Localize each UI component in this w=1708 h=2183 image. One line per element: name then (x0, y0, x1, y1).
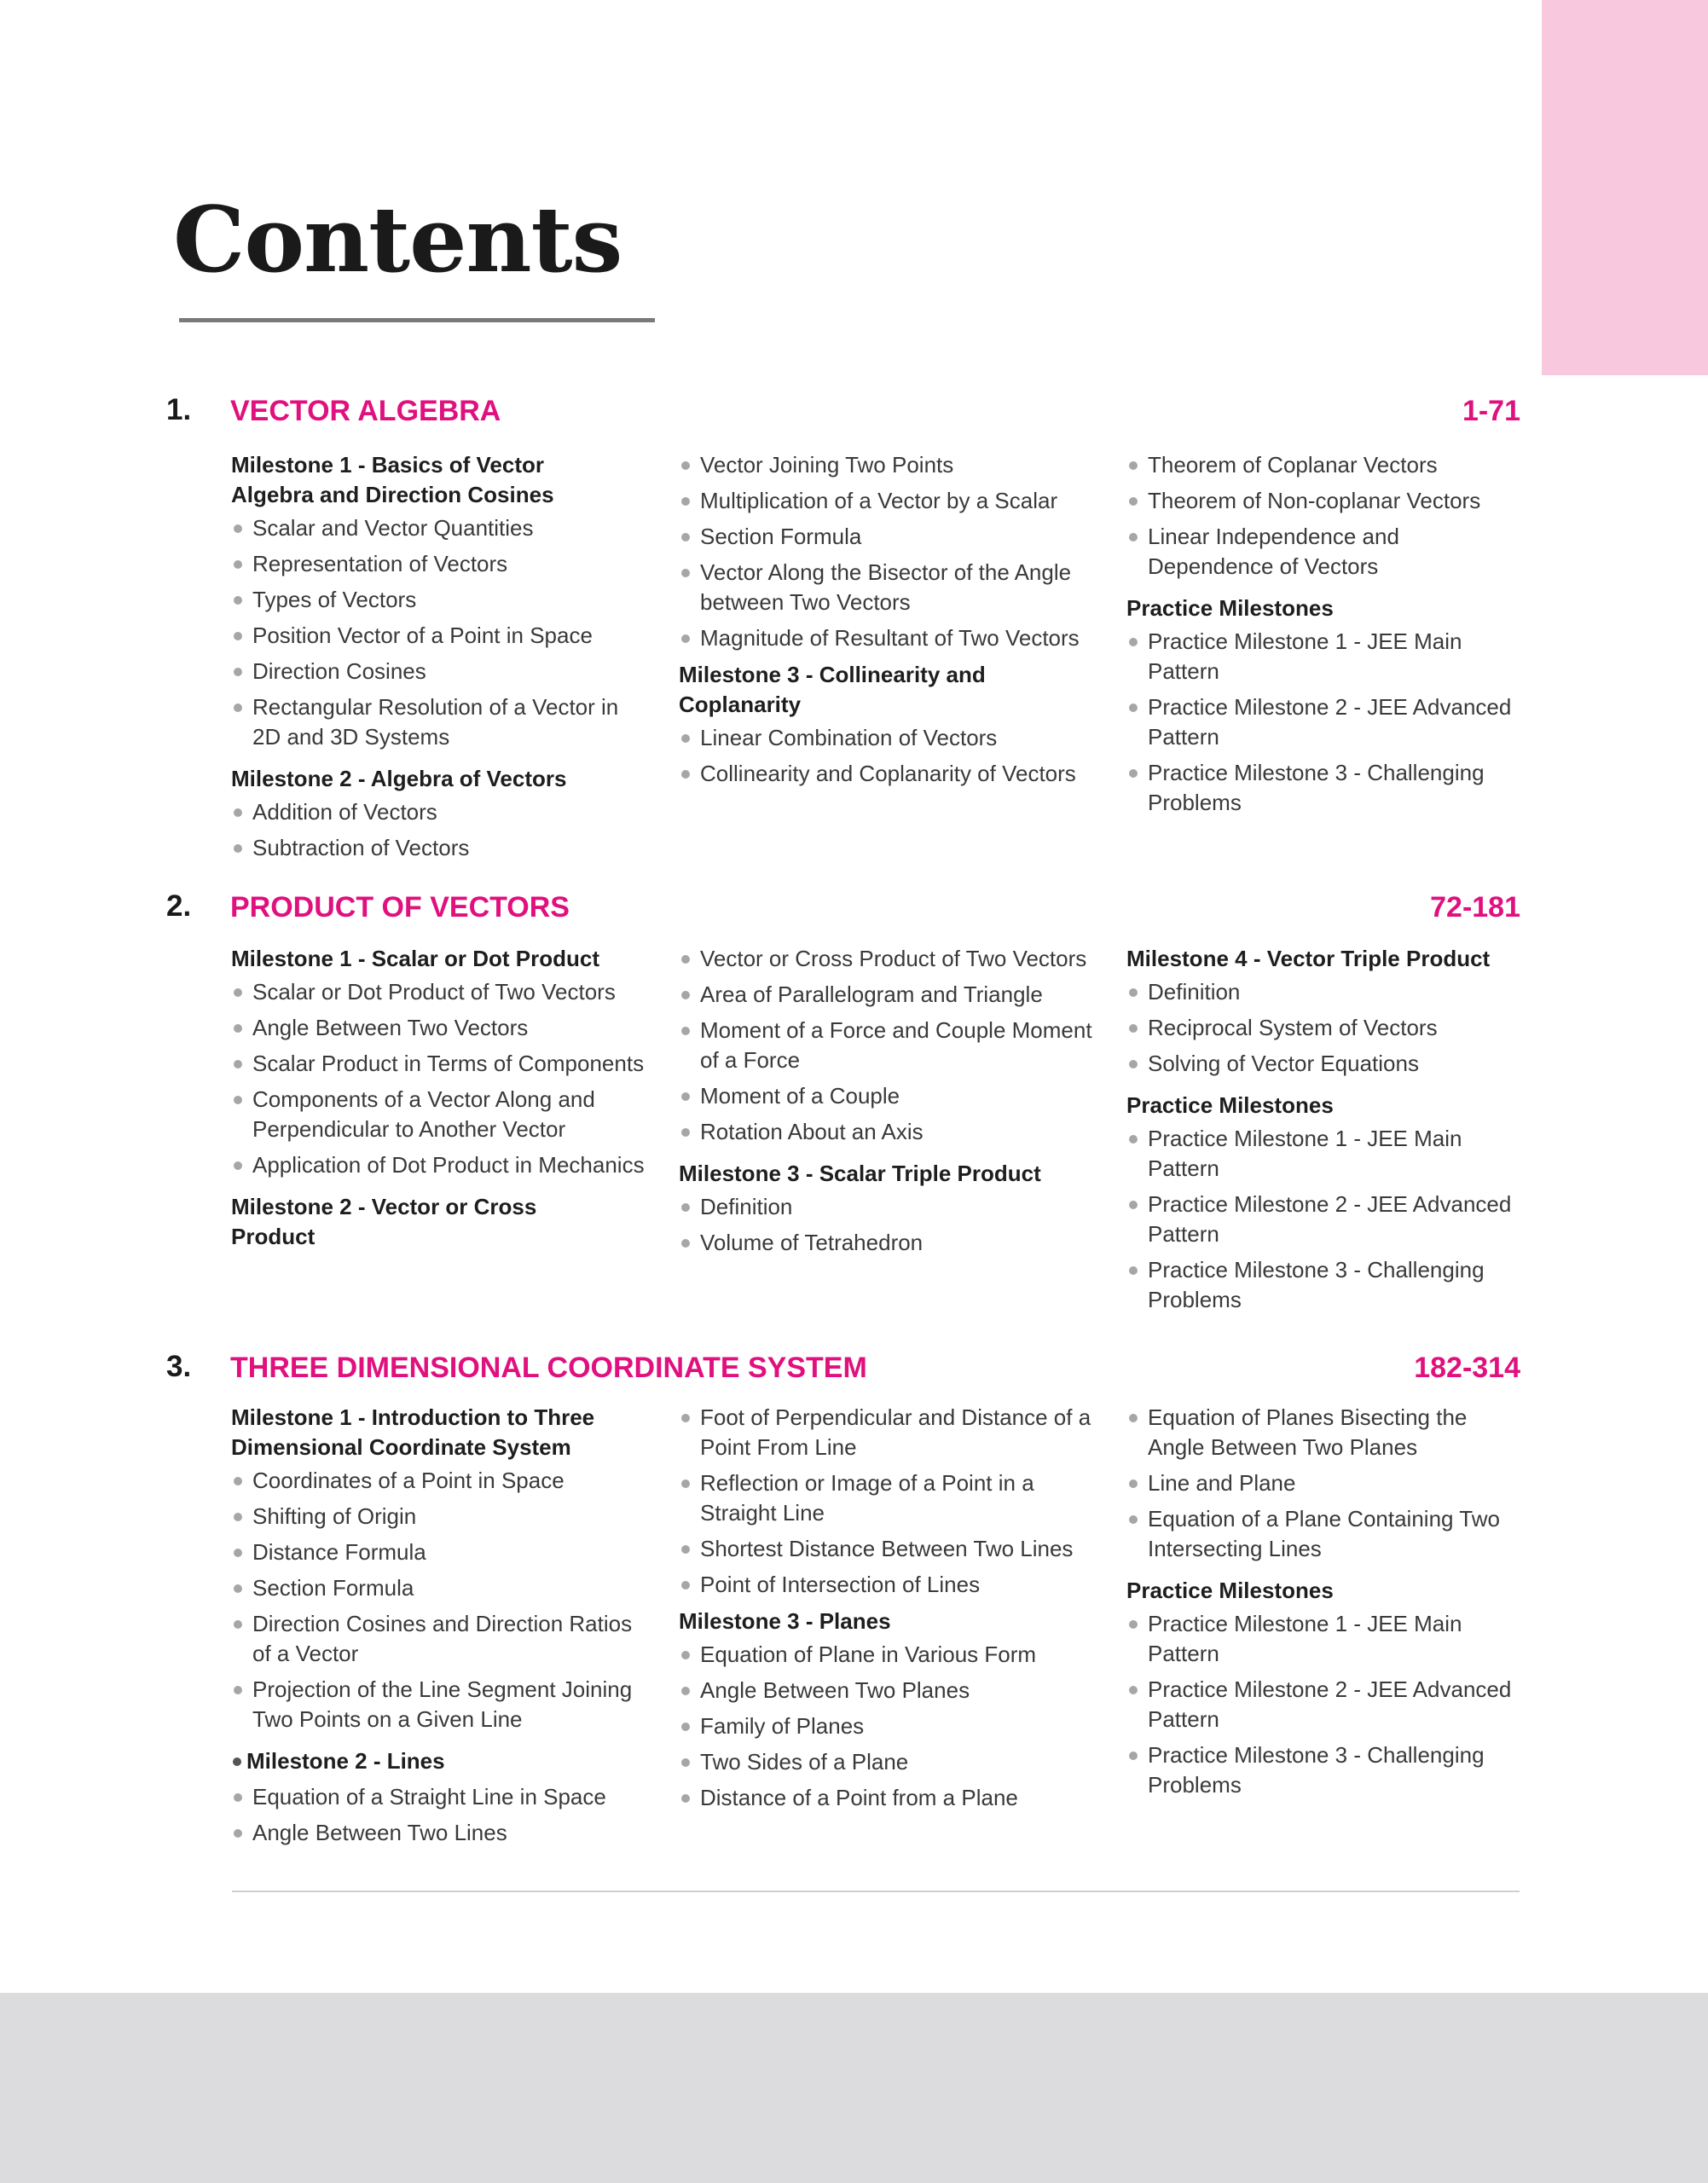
list-item[interactable]: Angle Between Two Lines (231, 1818, 649, 1848)
list-item[interactable]: Angle Between Two Vectors (231, 1013, 649, 1043)
chapter-3-column-2 (679, 1403, 1097, 1819)
list-item[interactable]: Rectangular Resolution of a Vector in 2D and 3D Systems (231, 692, 649, 752)
list-item[interactable]: Rotation About an Axis (679, 1117, 1097, 1147)
topic-list (679, 1192, 1097, 1258)
list-item[interactable]: Vector Along the Bisector of the Angle between Two Vectors (679, 558, 1097, 617)
list-item[interactable]: Position Vector of a Point in Space (231, 621, 649, 651)
topic-list (679, 723, 1097, 789)
page-title: Contents (173, 186, 622, 292)
chapter-2-column-3 (1126, 944, 1527, 1321)
list-item[interactable]: Practice Milestone 2 - JEE Advanced Pattern (1126, 692, 1527, 752)
list-item[interactable]: Shifting of Origin (231, 1502, 649, 1532)
milestone-heading[interactable]: Milestone 1 - Basics of Vector Algebra and Direction Cosines (231, 452, 554, 507)
list-item[interactable]: Family of Planes (679, 1711, 1097, 1741)
list-item[interactable]: Shortest Distance Between Two Lines (679, 1534, 1097, 1564)
title-underline (179, 318, 655, 322)
list-item[interactable]: Scalar and Vector Quantities (231, 513, 649, 543)
chapter-title[interactable]: VECTOR ALGEBRA (230, 395, 501, 427)
list-item[interactable]: Vector Joining Two Points (679, 450, 1097, 480)
list-item[interactable]: Definition (679, 1192, 1097, 1222)
list-item[interactable]: Projection of the Line Segment Joining Two Points on a Given Line (231, 1675, 649, 1734)
topic-list (679, 944, 1097, 1147)
list-item[interactable]: Magnitude of Resultant of Two Vectors (679, 623, 1097, 653)
list-item[interactable]: Reflection or Image of a Point in a Straight Line (679, 1468, 1097, 1528)
practice-milestones-heading[interactable]: Practice Milestones (1126, 1092, 1334, 1118)
chapter-title[interactable]: PRODUCT OF VECTORS (230, 891, 570, 924)
list-item[interactable]: Two Sides of a Plane (679, 1747, 1097, 1777)
list-item[interactable]: Moment of a Force and Couple Moment of a Force (679, 1016, 1097, 1075)
chapter-page-range: 72-181 (1430, 891, 1520, 924)
topic-list (231, 977, 649, 1180)
list-item[interactable]: Application of Dot Product in Mechanics (231, 1150, 649, 1180)
milestone-heading[interactable]: Milestone 3 - Collinearity and Coplanarity (679, 662, 986, 717)
list-item[interactable]: Subtraction of Vectors (231, 833, 649, 863)
chapter-title[interactable]: THREE DIMENSIONAL COORDINATE SYSTEM (230, 1352, 867, 1384)
list-item[interactable]: Theorem of Non-coplanar Vectors (1126, 486, 1527, 516)
milestone-heading[interactable]: Milestone 2 - Vector or Cross Product (231, 1194, 537, 1249)
chapter-page-range: 1-71 (1462, 395, 1520, 427)
topic-list (1126, 450, 1527, 582)
list-item[interactable]: Multiplication of a Vector by a Scalar (679, 486, 1097, 516)
list-item[interactable]: Angle Between Two Planes (679, 1676, 1097, 1705)
list-item[interactable]: Collinearity and Coplanarity of Vectors (679, 759, 1097, 789)
practice-milestones-heading[interactable]: Practice Milestones (1126, 1578, 1334, 1603)
milestone-heading[interactable]: Milestone 1 - Scalar or Dot Product (231, 946, 599, 971)
list-item[interactable]: Equation of Plane in Various Form (679, 1640, 1097, 1670)
chapter-3-column-1 (231, 1403, 649, 1854)
topic-list (1126, 977, 1527, 1079)
topic-list (1126, 627, 1527, 818)
list-item[interactable]: Solving of Vector Equations (1126, 1049, 1527, 1079)
list-item[interactable]: Types of Vectors (231, 585, 649, 615)
chapter-page-range: 182-314 (1414, 1352, 1520, 1384)
list-item[interactable]: Area of Parallelogram and Triangle (679, 980, 1097, 1010)
list-item[interactable]: Equation of a Straight Line in Space (231, 1782, 649, 1812)
milestone-heading[interactable]: Milestone 2 - Algebra of Vectors (231, 766, 567, 791)
chapter-3-column-3 (1126, 1403, 1527, 1806)
milestone-heading[interactable]: Milestone 3 - Planes (679, 1608, 891, 1634)
list-item[interactable]: Direction Cosines (231, 657, 649, 686)
list-item[interactable]: Foot of Perpendicular and Distance of a Point From Line (679, 1403, 1097, 1462)
pink-corner-tab (1542, 0, 1708, 375)
list-item[interactable]: Reciprocal System of Vectors (1126, 1013, 1527, 1043)
footer-band (0, 1993, 1708, 2183)
chapter-1-column-2 (679, 450, 1097, 795)
topic-list (679, 450, 1097, 653)
chapter-2-column-2 (679, 944, 1097, 1264)
list-item[interactable]: Representation of Vectors (231, 549, 649, 579)
list-item[interactable]: Scalar or Dot Product of Two Vectors (231, 977, 649, 1007)
list-item[interactable]: Section Formula (231, 1573, 649, 1603)
list-item[interactable]: Moment of a Couple (679, 1081, 1097, 1111)
list-item[interactable]: Theorem of Coplanar Vectors (1126, 450, 1527, 480)
list-item[interactable]: Addition of Vectors (231, 797, 649, 827)
topic-list (679, 1403, 1097, 1600)
list-item[interactable]: Practice Milestone 1 - JEE Main Pattern (1126, 1124, 1527, 1184)
topic-list (1126, 1124, 1527, 1315)
chapter-2-column-1 (231, 944, 649, 1255)
list-item[interactable]: Practice Milestone 2 - JEE Advanced Pattern (1126, 1675, 1527, 1734)
chapter-number: 1. (166, 393, 192, 426)
milestone-heading[interactable]: Milestone 3 - Scalar Triple Product (679, 1161, 1041, 1186)
milestone-heading[interactable]: Milestone 1 - Introduction to Three Dimensional Coordinate System (231, 1404, 595, 1460)
chapter-number: 3. (166, 1350, 192, 1383)
list-item[interactable]: Components of a Vector Along and Perpendicular to Another Vector (231, 1085, 649, 1144)
topic-list (1126, 1609, 1527, 1800)
list-item[interactable]: Practice Milestone 3 - Challenging Problems (1126, 758, 1527, 818)
topic-list (231, 1466, 649, 1848)
topic-list (1126, 1403, 1527, 1564)
milestone-heading[interactable]: Milestone 2 - Lines (231, 1746, 649, 1776)
list-item[interactable]: Section Formula (679, 522, 1097, 552)
list-item[interactable]: Equation of a Plane Containing Two Intersecting Lines (1126, 1504, 1527, 1564)
list-item[interactable]: Equation of Planes Bisecting the Angle Between Two Planes (1126, 1403, 1527, 1462)
topic-list (679, 1640, 1097, 1813)
list-item[interactable]: Linear Combination of Vectors (679, 723, 1097, 753)
list-item[interactable]: Vector or Cross Product of Two Vectors (679, 944, 1097, 974)
chapter-1-column-3 (1126, 450, 1527, 824)
list-item[interactable]: Volume of Tetrahedron (679, 1228, 1097, 1258)
list-item[interactable]: Scalar Product in Terms of Components (231, 1049, 649, 1079)
list-item[interactable]: Definition (1126, 977, 1527, 1007)
topic-list (231, 513, 649, 752)
list-item[interactable]: Practice Milestone 3 - Challenging Problems (1126, 1740, 1527, 1800)
list-item[interactable]: Line and Plane (1126, 1468, 1527, 1498)
list-item[interactable]: Coordinates of a Point in Space (231, 1466, 649, 1496)
list-item[interactable]: Practice Milestone 2 - JEE Advanced Pattern (1126, 1190, 1527, 1249)
chapter-number: 2. (166, 889, 192, 923)
list-item[interactable]: Point of Intersection of Lines (679, 1570, 1097, 1600)
list-item[interactable]: Distance Formula (231, 1537, 649, 1567)
list-item[interactable]: Distance of a Point from a Plane (679, 1783, 1097, 1813)
list-item[interactable]: Practice Milestone 1 - JEE Main Pattern (1126, 627, 1527, 686)
list-item[interactable]: Practice Milestone 3 - Challenging Problems (1126, 1255, 1527, 1315)
list-item[interactable]: Linear Independence and Dependence of Vectors (1126, 522, 1527, 582)
milestone-heading[interactable]: Milestone 4 - Vector Triple Product (1126, 946, 1491, 971)
practice-milestones-heading[interactable]: Practice Milestones (1126, 595, 1334, 621)
bottom-divider (232, 1891, 1520, 1892)
list-item[interactable]: Practice Milestone 1 - JEE Main Pattern (1126, 1609, 1527, 1669)
topic-list (231, 797, 649, 863)
list-item[interactable]: Direction Cosines and Direction Ratios of a Vector (231, 1609, 649, 1669)
chapter-1-column-1 (231, 450, 649, 869)
